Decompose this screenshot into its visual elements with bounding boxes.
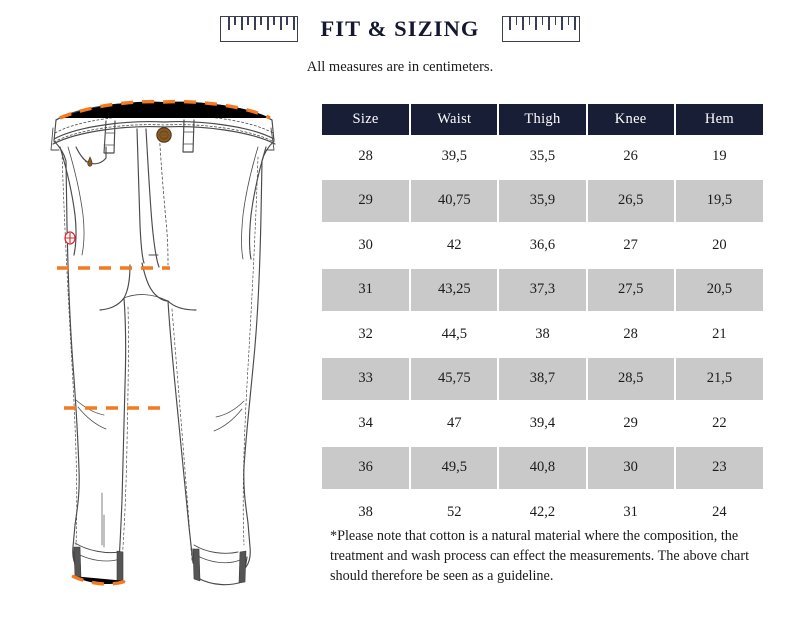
page-title: FIT & SIZING [320,16,480,41]
cell-knee: 31 [587,490,675,535]
ruler-tick [574,17,576,30]
cell-size: 32 [322,312,410,357]
table-body [322,135,763,535]
ruler-tick [516,17,518,25]
ruler-tick [293,17,295,30]
ruler-tick [234,17,236,25]
column-header-knee: Knee [587,104,675,135]
cell-hem: 21 [675,312,763,357]
cell-knee: 29 [587,401,675,446]
ruler-tick [267,17,269,30]
ruler-tick [542,17,544,25]
size-chart-table [322,104,763,536]
title-row [0,12,800,46]
cell-waist: 49,5 [410,446,498,491]
cell-size: 36 [322,446,410,491]
table-header-row [322,104,763,135]
cell-thigh: 40,8 [498,446,586,491]
cell-waist: 39,5 [410,135,498,179]
ruler-tick [548,17,550,30]
cell-knee: 26 [587,135,675,179]
cell-hem: 21,5 [675,357,763,402]
cell-hem: 24 [675,490,763,535]
cell-knee: 28,5 [587,357,675,402]
cell-knee: 27,5 [587,268,675,313]
ruler-tick [535,17,537,30]
cell-size: 28 [322,135,410,179]
table-row [322,179,763,224]
ruler-tick [254,17,256,30]
ruler-icon [220,16,298,42]
ruler-tick [247,17,249,25]
cell-knee: 30 [587,446,675,491]
cell-hem: 23 [675,446,763,491]
cell-thigh: 38,7 [498,357,586,402]
side-rivet-icon [65,232,75,244]
waist-guide-line [60,102,270,118]
cell-thigh: 36,6 [498,223,586,268]
table-row [322,135,763,179]
cell-knee: 27 [587,223,675,268]
table-row [322,446,763,491]
page-subtitle: All measures are in centimeters. [306,59,494,75]
table-row [322,401,763,446]
cell-thigh: 35,9 [498,179,586,224]
cell-waist: 47 [410,401,498,446]
cell-thigh: 39,4 [498,401,586,446]
column-header-hem: Hem [675,104,763,135]
cell-size: 33 [322,357,410,402]
cell-knee: 26,5 [587,179,675,224]
cell-size: 30 [322,223,410,268]
ruler-tick [280,17,282,30]
cell-waist: 44,5 [410,312,498,357]
column-header-size: Size [322,104,410,135]
ruler-tick [529,17,531,25]
ruler-tick [241,17,243,30]
table-row [322,223,763,268]
ruler-tick [509,17,511,30]
cell-waist: 43,25 [410,268,498,313]
table-header [322,104,763,135]
cell-hem: 20,5 [675,268,763,313]
cell-thigh: 38 [498,312,586,357]
cell-thigh: 37,3 [498,268,586,313]
coin-pocket-rivet-icon [88,157,92,166]
waistband-button-icon [157,128,171,142]
cell-waist: 45,75 [410,357,498,402]
measurement-guides [57,102,270,584]
cell-size: 38 [322,490,410,535]
cell-thigh: 42,2 [498,490,586,535]
cell-waist: 40,75 [410,179,498,224]
trouser-technical-flat-drawing [18,95,310,600]
page-header [0,12,800,76]
ruler-icon [502,16,580,42]
cell-knee: 28 [587,312,675,357]
ruler-tick [260,17,262,25]
ruler-tick [568,17,570,25]
cell-hem: 20 [675,223,763,268]
cell-size: 34 [322,401,410,446]
table-row [322,357,763,402]
cell-hem: 22 [675,401,763,446]
ruler-tick [522,17,524,30]
trouser-illustration [18,95,310,600]
cell-waist: 52 [410,490,498,535]
cell-thigh: 35,5 [498,135,586,179]
ruler-tick [228,17,230,30]
ruler-tick [561,17,563,30]
cell-size: 29 [322,179,410,224]
table-row [322,312,763,357]
table-row [322,268,763,313]
cell-size: 31 [322,268,410,313]
cell-hem: 19,5 [675,179,763,224]
ruler-tick [286,17,288,25]
ruler-tick [555,17,557,25]
column-header-waist: Waist [410,104,498,135]
column-header-thigh: Thigh [498,104,586,135]
ruler-tick [273,17,275,25]
cell-hem: 19 [675,135,763,179]
footnote-disclaimer: *Please note that cotton is a natural material where the composition, the treatment and wash process can effect the measurements. The above chart should therefore be seen as a guideline. [330,528,750,585]
cell-waist: 42 [410,223,498,268]
